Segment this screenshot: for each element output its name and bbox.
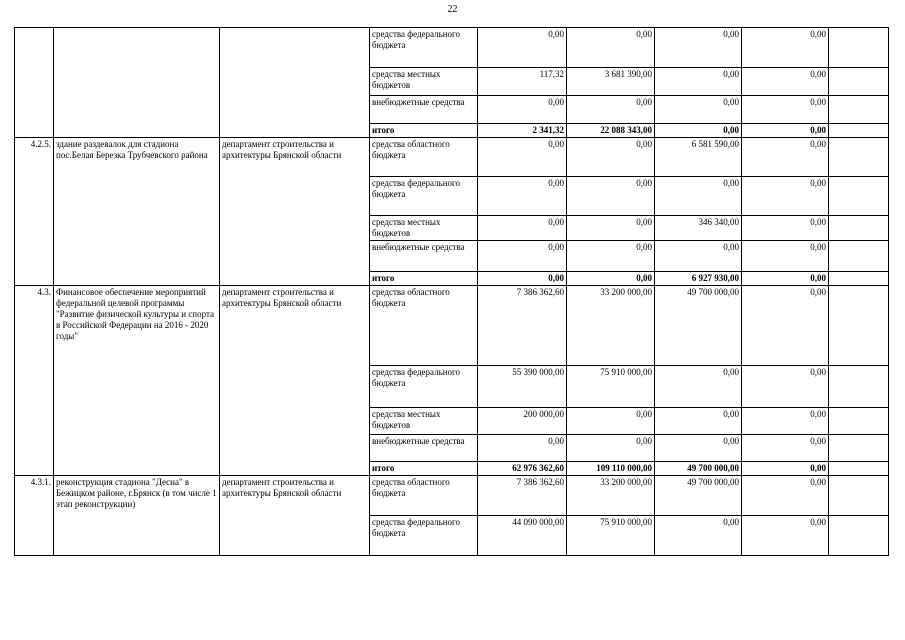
funding-source: средства областного бюджета [370, 138, 478, 177]
amount-year-4: 0,00 [742, 516, 829, 556]
table-row [15, 138, 889, 177]
amount-year-4: 0,00 [742, 286, 829, 366]
empty-cell [829, 286, 889, 366]
funding-source: внебюджетные средства [370, 96, 478, 124]
amount-year-2: 0,00 [567, 435, 655, 462]
funding-source: средства федерального бюджета [370, 28, 478, 68]
empty-cell [829, 366, 889, 408]
amount-year-4: 0,00 [742, 177, 829, 216]
amount-year-3: 49 700 000,00 [655, 286, 742, 366]
amount-year-3: 0,00 [655, 516, 742, 556]
amount-year-1: 0,00 [478, 435, 567, 462]
amount-year-1: 0,00 [478, 28, 567, 68]
table-row [15, 476, 889, 516]
empty-cell [829, 241, 889, 272]
item-name: реконструкция стадиона "Десна" в Бежицком районе, г.Брянск (в том числе 1 этап реконструкции) [54, 476, 220, 556]
amount-year-3: 0,00 [655, 408, 742, 435]
amount-year-3: 0,00 [655, 241, 742, 272]
amount-year-4: 0,00 [742, 138, 829, 177]
funding-source: средства федерального бюджета [370, 366, 478, 408]
empty-cell [829, 516, 889, 556]
amount-year-4: 0,00 [742, 68, 829, 96]
empty-cell [829, 408, 889, 435]
item-executor: департамент строительства и архитектуры Брянской области [220, 286, 370, 476]
empty-cell [829, 272, 889, 286]
amount-year-4: 0,00 [742, 241, 829, 272]
item-name: Финансовое обеспечение мероприятий федеральной целевой программы "Развитие физической культуры и спорта в Российской Федерации на 2016 - 2020 годы" [54, 286, 220, 476]
table-body [15, 28, 889, 556]
table-row [15, 28, 889, 68]
amount-year-3: 6 581 590,00 [655, 138, 742, 177]
funding-source: итого [370, 462, 478, 476]
amount-year-1: 0,00 [478, 241, 567, 272]
amount-year-3: 0,00 [655, 28, 742, 68]
amount-year-2: 109 110 000,00 [567, 462, 655, 476]
amount-year-2: 0,00 [567, 272, 655, 286]
empty-cell [829, 124, 889, 138]
amount-year-4: 0,00 [742, 96, 829, 124]
empty-cell [829, 435, 889, 462]
amount-year-2: 0,00 [567, 177, 655, 216]
funding-source: итого [370, 124, 478, 138]
item-executor: департамент строительства и архитектуры Брянской области [220, 476, 370, 556]
amount-year-2: 33 200 000,00 [567, 476, 655, 516]
amount-year-2: 75 910 000,00 [567, 366, 655, 408]
amount-year-1: 7 386 362,60 [478, 476, 567, 516]
empty-cell [829, 28, 889, 68]
item-name [54, 28, 220, 138]
empty-cell [829, 96, 889, 124]
empty-cell [829, 462, 889, 476]
item-code: 4.2.5. [15, 138, 54, 286]
amount-year-3: 49 700 000,00 [655, 462, 742, 476]
amount-year-1: 44 090 000,00 [478, 516, 567, 556]
funding-source: средства областного бюджета [370, 286, 478, 366]
amount-year-2: 0,00 [567, 138, 655, 177]
amount-year-4: 0,00 [742, 408, 829, 435]
amount-year-3: 0,00 [655, 435, 742, 462]
funding-source: средства местных бюджетов [370, 408, 478, 435]
amount-year-3: 0,00 [655, 177, 742, 216]
amount-year-1: 62 976 362,60 [478, 462, 567, 476]
amount-year-1: 7 386 362,60 [478, 286, 567, 366]
empty-cell [829, 216, 889, 241]
amount-year-1: 0,00 [478, 138, 567, 177]
funding-source: внебюджетные средства [370, 241, 478, 272]
amount-year-3: 0,00 [655, 124, 742, 138]
page-number: 22 [447, 4, 458, 15]
amount-year-4: 0,00 [742, 124, 829, 138]
amount-year-4: 0,00 [742, 476, 829, 516]
item-executor [220, 28, 370, 138]
amount-year-2: 75 910 000,00 [567, 516, 655, 556]
empty-cell [829, 177, 889, 216]
amount-year-4: 0,00 [742, 28, 829, 68]
amount-year-2: 0,00 [567, 216, 655, 241]
amount-year-2: 3 681 390,00 [567, 68, 655, 96]
amount-year-2: 0,00 [567, 96, 655, 124]
amount-year-2: 0,00 [567, 28, 655, 68]
item-code: 4.3.1. [15, 476, 54, 556]
amount-year-1: 0,00 [478, 177, 567, 216]
funding-source: средства федерального бюджета [370, 177, 478, 216]
amount-year-3: 6 927 930,00 [655, 272, 742, 286]
amount-year-2: 0,00 [567, 241, 655, 272]
empty-cell [829, 68, 889, 96]
amount-year-1: 0,00 [478, 272, 567, 286]
item-name: здание раздевалок для стадиона пос.Белая Березка Трубчевского района [54, 138, 220, 286]
amount-year-3: 0,00 [655, 68, 742, 96]
item-executor: департамент строительства и архитектуры Брянской области [220, 138, 370, 286]
funding-source: средства местных бюджетов [370, 216, 478, 241]
amount-year-1: 0,00 [478, 216, 567, 241]
amount-year-1: 0,00 [478, 96, 567, 124]
amount-year-3: 49 700 000,00 [655, 476, 742, 516]
funding-source: средства федерального бюджета [370, 516, 478, 556]
item-code: 4.3. [15, 286, 54, 476]
funding-source: итого [370, 272, 478, 286]
amount-year-4: 0,00 [742, 366, 829, 408]
amount-year-4: 0,00 [742, 435, 829, 462]
amount-year-3: 0,00 [655, 366, 742, 408]
empty-cell [829, 138, 889, 177]
table-row [15, 286, 889, 366]
amount-year-4: 0,00 [742, 216, 829, 241]
amount-year-1: 2 341,32 [478, 124, 567, 138]
empty-cell [829, 476, 889, 516]
funding-source: средства местных бюджетов [370, 68, 478, 96]
amount-year-4: 0,00 [742, 462, 829, 476]
funding-source: внебюджетные средства [370, 435, 478, 462]
amount-year-2: 0,00 [567, 408, 655, 435]
amount-year-3: 346 340,00 [655, 216, 742, 241]
amount-year-1: 117,32 [478, 68, 567, 96]
budget-table [14, 27, 889, 556]
funding-source: средства областного бюджета [370, 476, 478, 516]
amount-year-3: 0,00 [655, 96, 742, 124]
amount-year-2: 22 088 343,00 [567, 124, 655, 138]
amount-year-1: 55 390 000,00 [478, 366, 567, 408]
amount-year-1: 200 000,00 [478, 408, 567, 435]
amount-year-2: 33 200 000,00 [567, 286, 655, 366]
item-code [15, 28, 54, 138]
amount-year-4: 0,00 [742, 272, 829, 286]
